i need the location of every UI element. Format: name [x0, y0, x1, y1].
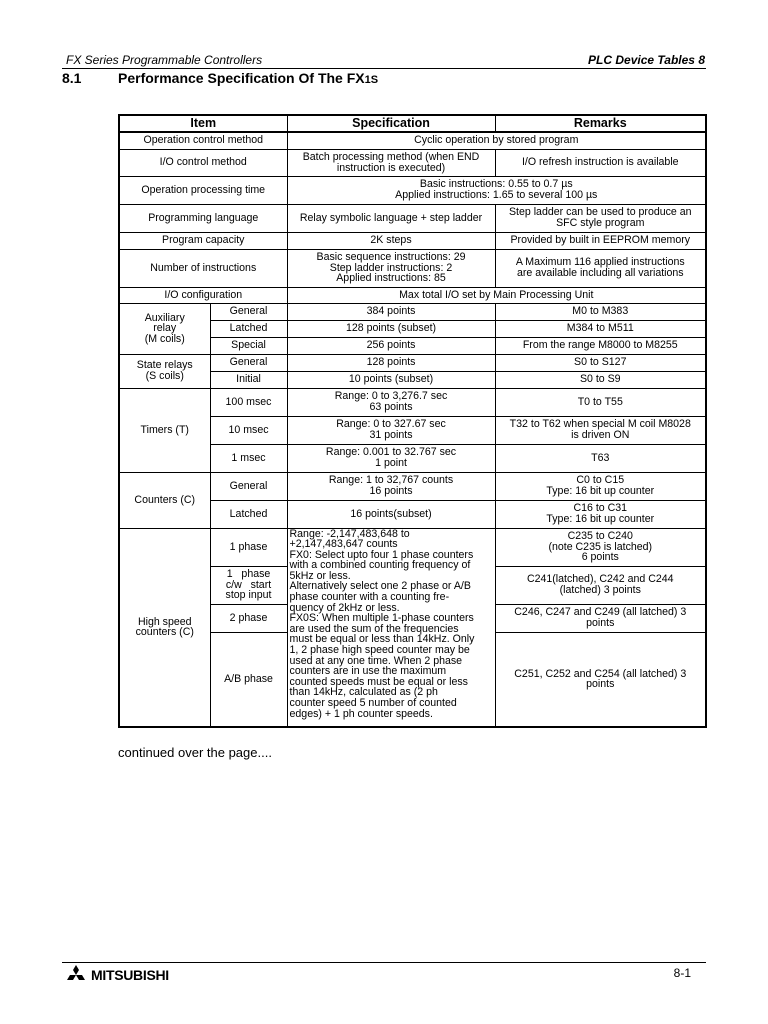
sub-item-cell: 1 msec: [210, 444, 287, 472]
table-row: [119, 132, 706, 149]
spec-cell: [287, 149, 495, 176]
sub-item-cell: A/B phase: [210, 632, 287, 727]
spec-cell: [287, 176, 706, 204]
sub-item-cell: Latched: [210, 500, 287, 528]
remarks-line: C246, C247 and C249 (all latched) 3: [514, 606, 687, 619]
sub-item-cell: Latched: [210, 320, 287, 337]
remarks-cell: [495, 500, 706, 528]
spec-line: instruction is executed): [336, 161, 446, 174]
table-row: [119, 149, 706, 176]
sub-item-line: 1 phase: [226, 568, 271, 581]
remarks-line: A Maximum 116 applied instructions: [515, 256, 685, 269]
remarks-cell: M384 to M511: [495, 320, 706, 337]
section-title: [118, 70, 378, 86]
spec-cell: 10 points (subset): [287, 371, 495, 388]
sub-item-line: c/w start: [225, 578, 272, 591]
spec-line: Range: 1 to 32,767 counts: [328, 474, 454, 487]
sub-item-cell: [210, 566, 287, 604]
hsc-spec-cell: [287, 528, 495, 727]
remarks-line: C0 to C15: [576, 474, 625, 487]
spec-line: Range: 0 to 327.67 sec: [336, 418, 446, 431]
spec-cell: 128 points (subset): [287, 320, 495, 337]
remarks-line: is driven ON: [571, 429, 630, 441]
table-header-row: [119, 115, 706, 132]
remarks-cell: From the range M8000 to M8255: [495, 337, 706, 354]
header-series-title: FX Series Programmable Controllers: [66, 53, 263, 67]
spec-cell: Cyclic operation by stored program: [287, 132, 706, 149]
remarks-cell: T0 to T55: [495, 388, 706, 416]
spec-line: Basic instructions: 0.55 to 0.7 µs: [419, 178, 573, 191]
spec-cell: [287, 388, 495, 416]
item-line: relay: [153, 322, 177, 335]
spec-line: Range: -2,147,483,648 to: [289, 528, 410, 540]
remarks-line: Type: 16 bit up counter: [546, 485, 655, 497]
spec-cell: [287, 249, 495, 287]
spec-line: counted speeds must be equal or less: [289, 675, 468, 688]
remarks-cell: S0 to S127: [495, 354, 706, 371]
remarks-line: (latched) 3 points: [559, 584, 641, 596]
remarks-line: Type: 16 bit up counter: [546, 513, 655, 525]
header-rule: [62, 68, 706, 69]
spec-cell: [287, 472, 495, 500]
table-row: [119, 204, 706, 232]
remarks-cell: [495, 528, 706, 566]
remarks-cell: Provided by built in EEPROM memory: [495, 232, 706, 249]
item-group-counters: Counters (C): [119, 472, 210, 528]
table-row: [119, 249, 706, 287]
item-cell: I/O configuration: [119, 287, 287, 303]
remarks-line: T32 to T62 when special M coil M8028: [509, 418, 691, 431]
sub-item-cell: 10 msec: [210, 416, 287, 444]
sub-item-cell: 100 msec: [210, 388, 287, 416]
performance-spec-table: [118, 114, 707, 728]
section-title-suffix: 1S: [364, 74, 379, 86]
item-group-timers: Timers (T): [119, 388, 210, 472]
item-cell: Operation processing time: [119, 176, 287, 204]
spec-line: Range: 0 to 3,276.7 sec: [334, 390, 448, 403]
spec-line: FX0S: When multiple 1-phase counters: [289, 612, 474, 625]
remarks-cell: [495, 416, 706, 444]
spec-cell: 2K steps: [287, 232, 495, 249]
spec-cell: Max total I/O set by Main Processing Unit: [287, 287, 706, 303]
table-row: [119, 354, 706, 371]
sub-item-cell: General: [210, 303, 287, 320]
header-chapter-title: PLC Device Tables 8: [588, 53, 705, 67]
spec-cell: [287, 416, 495, 444]
remarks-cell: T63: [495, 444, 706, 472]
section-title-main: Performance Specification Of The FX: [118, 70, 365, 86]
spec-line: edges) + 1 ph counter speeds.: [289, 707, 433, 720]
spec-line: must be equal or less than 14kHz. Only: [289, 633, 475, 646]
item-line: counters (C): [135, 626, 194, 639]
spec-line: Batch processing method (when END: [302, 150, 480, 163]
remarks-cell: [495, 632, 706, 727]
remarks-line: C235 to C240: [567, 530, 633, 543]
spec-line: Applied instructions: 1.65 to several 100 µs: [395, 189, 598, 201]
spec-cell: 128 points: [287, 354, 495, 371]
spec-line: used at any one time. When 2 phase: [289, 654, 463, 667]
remarks-cell: [495, 204, 706, 232]
spec-line: Range: 0.001 to 32.767 sec: [325, 446, 457, 459]
remarks-line: (note C235 is latched): [548, 540, 653, 553]
three-diamonds-icon: [64, 965, 88, 985]
spec-line: 1 point: [375, 457, 407, 469]
item-cell: Number of instructions: [119, 249, 287, 287]
page-number: 8-1: [673, 966, 691, 980]
logo-wordmark: MITSUBISHI: [91, 967, 169, 983]
item-group-high-speed-counters: [119, 528, 210, 727]
sub-item-line: stop input: [225, 589, 272, 602]
spec-line: Applied instructions: 85: [336, 272, 446, 285]
item-line: State relays: [136, 359, 193, 372]
remarks-cell: [495, 604, 706, 632]
remarks-cell: [495, 249, 706, 287]
spec-cell: Relay symbolic language + step ladder: [287, 204, 495, 232]
remarks-cell: [495, 566, 706, 604]
item-line: High speed: [137, 615, 192, 628]
mitsubishi-logo: [64, 965, 169, 985]
spec-line: +2,147,483,647 counts: [289, 538, 398, 551]
item-group-state-relays: [119, 354, 210, 388]
remarks-line: are available including all variations: [516, 267, 684, 279]
spec-line: 5kHz or less.: [289, 569, 351, 582]
spec-cell: 16 points(subset): [287, 500, 495, 528]
sub-item-cell: General: [210, 354, 287, 371]
table-row: [119, 388, 706, 416]
spec-line: 63 points: [369, 401, 413, 413]
spec-line: 16 points: [369, 485, 413, 497]
spec-cell: [287, 444, 495, 472]
item-cell: Operation control method: [119, 132, 287, 149]
remarks-line: 6 points: [581, 551, 619, 564]
remarks-line: Step ladder can be used to produce an: [508, 206, 692, 219]
remarks-cell: [495, 472, 706, 500]
spec-line: 31 points: [369, 429, 413, 441]
table-row: [119, 287, 706, 303]
table-row: [119, 303, 706, 320]
spec-cell: 384 points: [287, 303, 495, 320]
item-cell: I/O control method: [119, 149, 287, 176]
spec-cell: 256 points: [287, 337, 495, 354]
item-line: (S coils): [145, 370, 184, 382]
spec-line: than 14kHz, calculated as (2 ph: [289, 686, 438, 699]
remarks-line: points: [586, 617, 615, 629]
item-cell: Program capacity: [119, 232, 287, 249]
sub-item-cell: 2 phase: [210, 604, 287, 632]
sub-item-cell: Special: [210, 337, 287, 354]
remarks-line: points: [586, 678, 615, 691]
col-header-specification: Specification: [287, 115, 495, 132]
spec-line: are used the sum of the frequencies: [289, 622, 459, 635]
remarks-line: C16 to C31: [573, 502, 628, 515]
col-header-remarks: Remarks: [495, 115, 706, 132]
spec-line: Basic sequence instructions: 29: [316, 251, 466, 264]
continued-note: continued over the page....: [118, 745, 272, 760]
sub-item-cell: Initial: [210, 371, 287, 388]
remarks-cell: I/O refresh instruction is available: [495, 149, 706, 176]
spec-line: counters are in use the maximum: [289, 665, 447, 678]
spec-line: 1, 2 phase high speed counter may be: [289, 644, 470, 657]
item-line: Auxiliary: [144, 311, 185, 324]
col-header-item: Item: [119, 115, 287, 132]
remarks-cell: M0 to M383: [495, 303, 706, 320]
spec-line: with a combined counting frequency of: [289, 559, 471, 572]
remarks-line: SFC style program: [556, 217, 645, 229]
sub-item-cell: General: [210, 472, 287, 500]
table-row: [119, 232, 706, 249]
spec-line: quency of 2kHz or less.: [289, 601, 400, 614]
table-row: [119, 176, 706, 204]
item-line: (M coils): [144, 332, 185, 345]
spec-line: Alternatively select one 2 phase or A/B: [289, 580, 471, 593]
spec-line: counter speed 5 number of counted: [289, 697, 457, 709]
spec-line: phase counter with a counting fre-: [289, 591, 450, 604]
sub-item-cell: 1 phase: [210, 528, 287, 566]
footer-rule: [62, 962, 706, 963]
spec-line: FX0: Select upto four 1 phase counters: [289, 548, 474, 561]
table-row: [119, 528, 706, 566]
section-number: 8.1: [62, 70, 82, 86]
table-row: [119, 472, 706, 500]
item-group-auxiliary-relay: [119, 303, 210, 354]
remarks-line: C241(latched), C242 and C244: [526, 573, 674, 586]
item-cell: Programming language: [119, 204, 287, 232]
remarks-cell: S0 to S9: [495, 371, 706, 388]
spec-line: Step ladder instructions: 2: [329, 261, 453, 274]
remarks-line: C251, C252 and C254 (all latched) 3: [514, 667, 687, 680]
